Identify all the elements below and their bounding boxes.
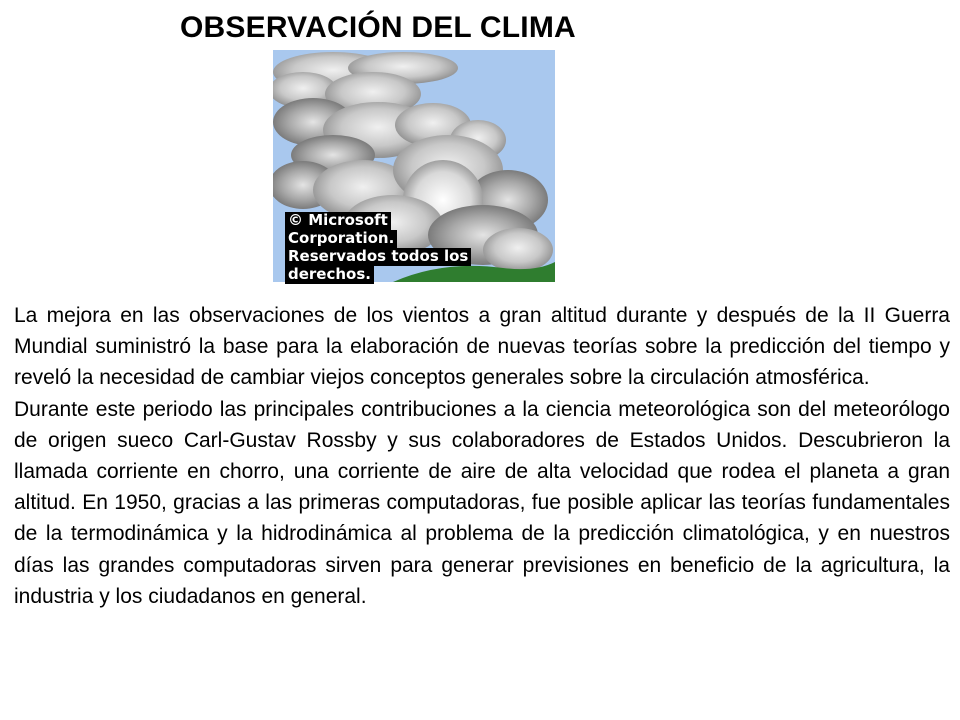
paragraph-2: Durante este periodo las principales contribuciones a la ciencia meteorológica son del meteorólogo de origen sueco Carl-Gustav Rossby y sus colaboradores de Estados Unidos. Descubrieron la llamada corriente en chorro, una corriente de aire de alta velocidad que rodea el planeta a gran altitud. En 1950, gracias a las primeras computadoras, fue posible aplicar las teorías fundamentales de la termodinámica y la hidrodinámica al problema de la predicción climatológica, y en nuestros días las grandes computadoras sirven para generar previsiones en beneficio de la agricultura, la industria y los ciudadanos en general.	[14, 397, 950, 608]
caption-line-4: derechos.	[285, 266, 374, 284]
image-copyright-caption	[285, 212, 471, 284]
caption-line-3: Reservados todos los	[285, 248, 471, 266]
page-title: OBSERVACIÓN DEL CLIMA	[180, 11, 576, 44]
article-body	[14, 300, 950, 612]
caption-line-2: Corporation.	[285, 230, 397, 248]
caption-line-1: © Microsoft	[285, 212, 391, 230]
paragraph-1: La mejora en las observaciones de los vientos a gran altitud durante y después de la II Guerra Mundial suministró la base para la elaboración de nuevas teorías sobre la predicción del tiempo y reveló la necesidad de cambiar viejos conceptos generales sobre la circulación atmosférica.	[14, 304, 950, 390]
